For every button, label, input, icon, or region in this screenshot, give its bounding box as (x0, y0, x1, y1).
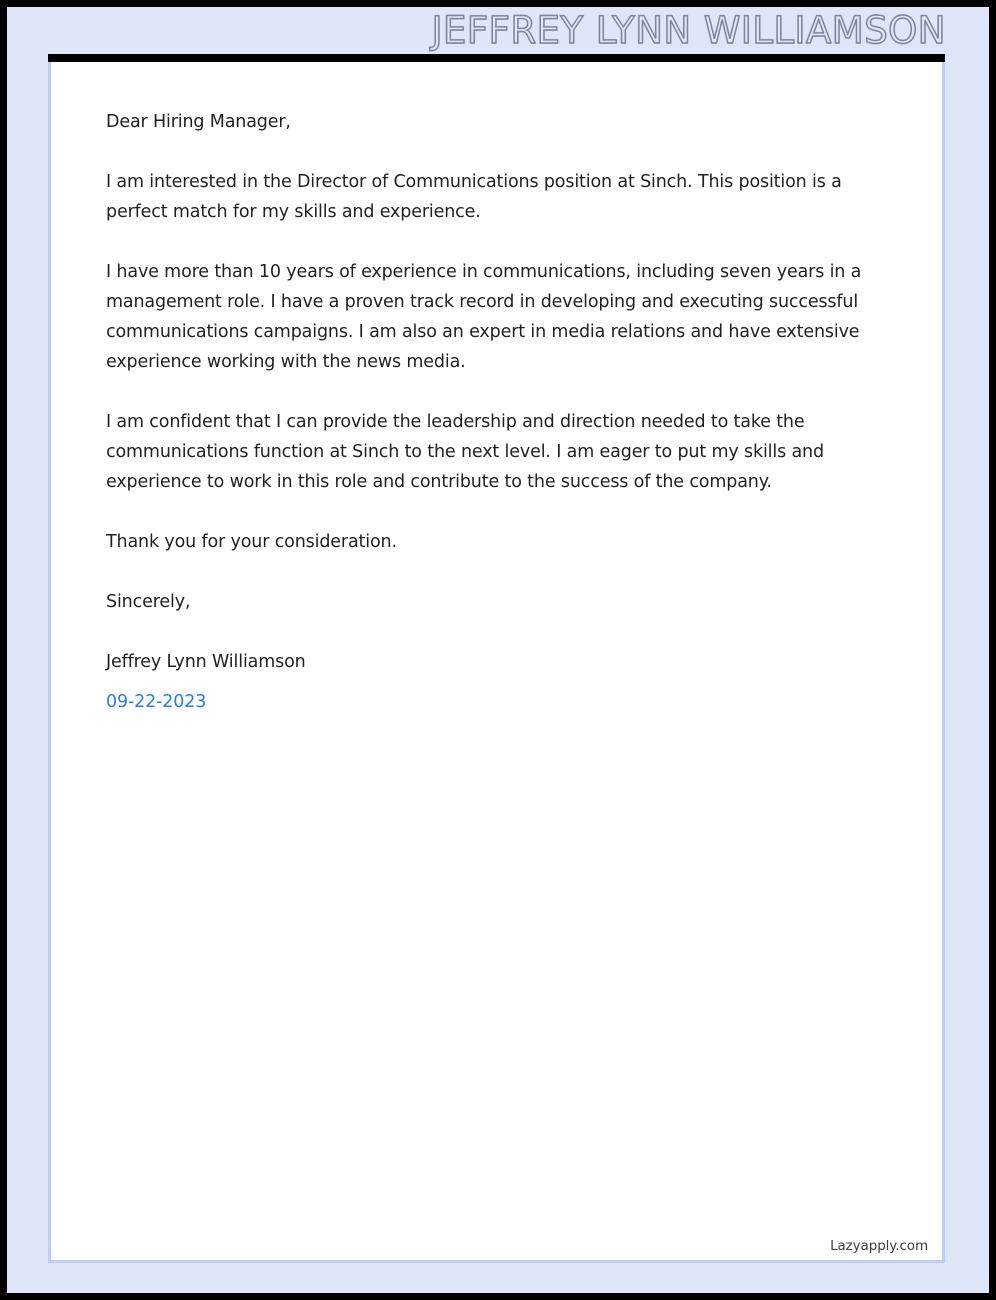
letter-paragraph-3: I am confident that I can provide the leadership and direction needed to take the communications function at Sinch to the next level. I am eager to put my skills and experience to work in this role and contribute to the success of the company. (106, 412, 824, 492)
letter-signature-name: Jeffrey Lynn Williamson (106, 652, 306, 672)
letter-salutation: Dear Hiring Manager, (106, 112, 291, 132)
letter-paragraph-2: I have more than 10 years of experience in communications, including seven years in a management role. I have a proven track record in developing and executing successful communications campaigns. I am also an expert in media relations and have extensive experience working with the news media. (106, 262, 862, 372)
document-footer (830, 1235, 928, 1254)
letter-paragraph-1: I am interested in the Director of Communications position at Sinch. This position is a perfect match for my skills and experience. (106, 172, 842, 222)
letter-date: 09-22-2023 (106, 692, 207, 712)
letter-thanks: Thank you for your consideration. (106, 532, 397, 552)
footer-credit-label: Lazyapply.com (830, 1238, 928, 1254)
letter-header (7, 7, 989, 54)
header-divider-rule (48, 54, 945, 62)
document-sheet (48, 62, 945, 1263)
letter-closing: Sincerely, (106, 592, 191, 612)
page-title: JEFFREY LYNN WILLIAMSON (431, 9, 946, 52)
letter-page (7, 7, 989, 1293)
letter-body (106, 107, 902, 717)
